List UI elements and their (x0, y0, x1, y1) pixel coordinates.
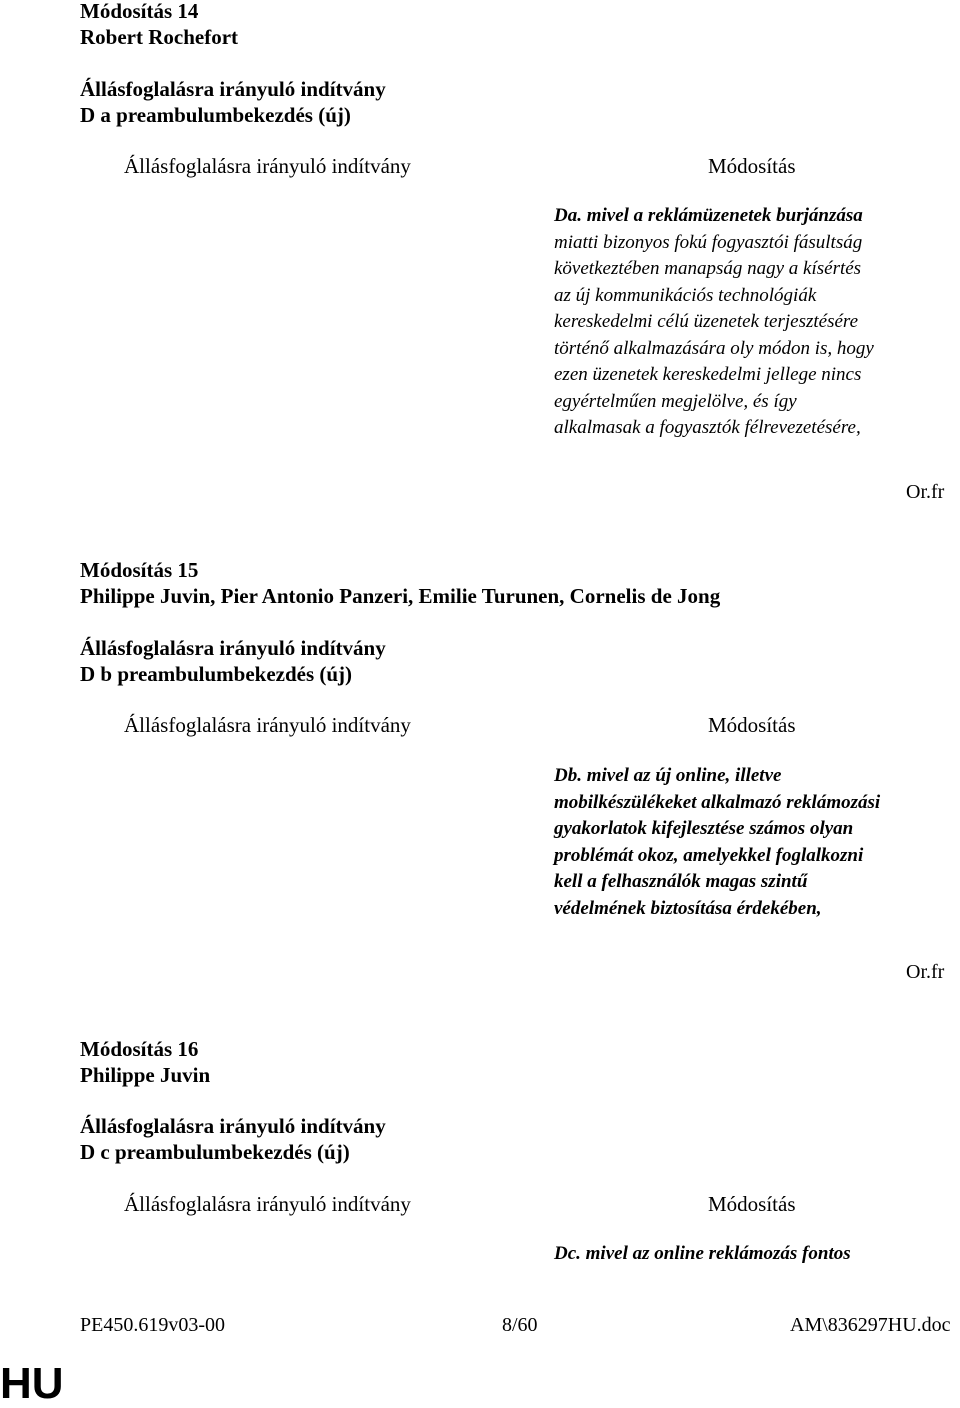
amendment-14-col-right: Módosítás (708, 154, 796, 178)
text-line: következtében manapság nagy a kísértés (554, 258, 862, 279)
language-code: HU (0, 1359, 64, 1408)
amendment-15-author: Philippe Juvin, Pier Antonio Panzeri, Emilie Turunen, Cornelis de Jong (80, 584, 721, 608)
amendment-15-col-right: Módosítás (708, 713, 796, 737)
amendment-16-author: Philippe Juvin (80, 1063, 211, 1087)
amendment-15-original-language: Or.fr (906, 961, 945, 983)
text-line: történő alkalmazására oly módon is, hogy (554, 337, 874, 359)
text-line: Da. mivel a reklámüzenetek burjánzása (554, 205, 863, 226)
text-line: miatti bizonyos fokú fogyasztói fásultság (554, 231, 863, 253)
text-line: problémát okoz, amelyekkel foglalkozni (554, 844, 864, 866)
text-line: mobilkészülékeket alkalmazó reklámozási (554, 791, 881, 813)
amendment-16-col-right: Módosítás (708, 1192, 796, 1216)
amendment-15-text (554, 763, 880, 922)
amendment-16-col-left: Állásfoglalásra irányuló indítvány (124, 1192, 411, 1216)
amendment-16-recital: D c preambulumbekezdés (új) (80, 1140, 350, 1164)
text-line: gyakorlatok kifejlesztése számos olyan (554, 818, 854, 839)
text-line: az új kommunikációs technológiák (554, 284, 817, 306)
text-line: kereskedelmi célú üzenetek terjesztésére (554, 311, 859, 332)
text-line: védelmének biztosítása érdekében, (554, 897, 822, 919)
amendment-14-col-left: Állásfoglalásra irányuló indítvány (124, 154, 411, 178)
text-line: egyértelműen megjelölve, és így (554, 390, 797, 412)
text-line: ezen üzenetek kereskedelmi jellege nincs (554, 364, 862, 385)
text-line: Db. mivel az új online, illetve (554, 765, 782, 786)
amendment-14-doc-type: Állásfoglalásra irányuló indítvány (80, 77, 386, 101)
amendment-15-recital: D b preambulumbekezdés (új) (80, 662, 353, 686)
amendment-14-original-language: Or.fr (906, 481, 945, 503)
text-line: kell a felhasználók magas szintű (554, 871, 808, 892)
amendment-16-title: Módosítás 16 (80, 1037, 199, 1061)
amendment-15-col-left: Állásfoglalásra irányuló indítvány (124, 713, 411, 737)
amendment-14-recital: D a preambulumbekezdés (új) (80, 103, 351, 127)
amendment-14-text (554, 203, 874, 442)
text-line: Dc. mivel az online reklámozás fontos (554, 1243, 851, 1264)
amendment-15-title: Módosítás 15 (80, 558, 199, 582)
amendment-15-doc-type: Állásfoglalásra irányuló indítvány (80, 636, 386, 660)
amendment-16-doc-type: Állásfoglalásra irányuló indítvány (80, 1114, 386, 1138)
footer-page-number: 8/60 (502, 1314, 538, 1336)
amendment-14-title: Módosítás 14 (80, 0, 199, 23)
footer-document-code: AM\836297HU.doc (790, 1314, 951, 1336)
amendment-14-author: Robert Rochefort (80, 25, 239, 49)
amendment-16-text (554, 1241, 851, 1268)
footer-document-reference: PE450.619v03-00 (80, 1314, 225, 1336)
text-line: alkalmasak a fogyasztók félrevezetésére, (554, 417, 861, 438)
